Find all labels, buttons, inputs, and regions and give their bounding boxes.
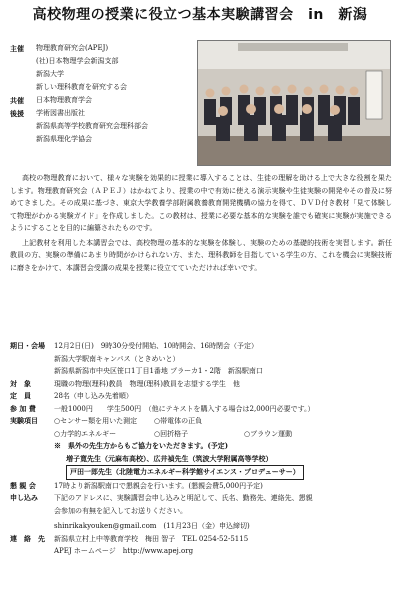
target-value: 現職の物理(理科)教員 物理(理科)教員を志望する学生 他 (54, 379, 240, 388)
experiment-item: ○力学的エネルギー (54, 429, 117, 438)
capacity-label: 定 員 (10, 391, 31, 400)
organizer-row (10, 42, 195, 94)
date-line: 12月2日(日) 9時30分受付開始、10時開会、16時閉会（予定） (54, 342, 258, 350)
items-grid (54, 415, 392, 440)
items-label: 実験項目 (10, 416, 38, 425)
experiment-item (244, 415, 344, 428)
apply-line: 会参加の有無を記入してお送りください。 (54, 506, 187, 515)
capacity-row (10, 390, 392, 403)
intro-text (10, 172, 392, 276)
cohost-line: 日本物理教育学会 (36, 96, 92, 104)
venue-address: 新潟県新潟市中央区笹口1丁目1番地 プラーカ1・2階 新潟駅南口 (54, 367, 263, 375)
group-photo (197, 40, 391, 166)
experiment-item: ○ブラウン運動 (244, 429, 293, 438)
guest-line-boxed: 戸田一郎先生（北陸電力エネルギー科学館サイエンス・プロデューサー） (66, 465, 304, 480)
items-row (10, 415, 392, 480)
organizer-line: 新潟大学 (36, 70, 64, 78)
date-label: 期日・会場 (10, 341, 45, 350)
sponsor-line: 学術図書出版社 (36, 109, 85, 117)
experiment-item: ○センサー類を用いた測定 (54, 417, 138, 425)
social-value: 17時より新潟駅南口で懇親会を行います。(懇親会費5,000円予定) (54, 481, 263, 490)
guest-line: 増子寛先生（元麻布高校）、広井禎先生（筑波大学附属高等学校） (66, 453, 273, 463)
organizer-line: 物理教育研究会(APEJ) (36, 44, 109, 52)
intro-paragraph: 上記教材を利用した本講習会では、高校物理の基本的な実験を体験し、実験のための基礎的技術を実習します。新任教員の方、実験の準備にあまり時間がかけられない方、また、理科教師を目指している学生の方、これを機会に実験技術に磨きをかけて、本講習会受講の成果を授業に役立てていただければ幸いです。 (10, 238, 392, 272)
intro-paragraph: 高校の物理教育において、様々な実験を効果的に授業に導入することは、生徒の理解を助ける上で大きな役割を果たします。物理教育研究会（ＡＰＥＪ）はかねてより、授業の中で有効に使える演示実験や生徒実験の開発やその普及に努めてきました。その成果に基づき、東京大学教養学部附属教養教育開発機構の協力を得て、ＤＶＤ付き教材「見て体験して物理がわかる実験ガイド」を作成しました。この教材は、授業に必要な基本的な実験を誰でも確実に実験が実施できるようにすることを目的に編纂されたものです。 (10, 174, 392, 232)
contact-row (10, 533, 392, 558)
contact-label: 連 絡 先 (10, 533, 45, 543)
guest-note: ※ 県外の先生方からもご協力をいただきます。(予定) (54, 441, 229, 450)
organizers-block (10, 42, 195, 146)
capacity-value: 28名（申し込み先着順） (54, 392, 133, 400)
venue-line: 新潟大学駅南キャンパス（ときめいと） (54, 354, 180, 363)
contact-value: 新潟県立村上中等教育学校 梅田 智子 TEL 0254-52-5115 (54, 534, 249, 543)
sponsor-line: 新潟県理化学協会 (36, 135, 92, 143)
social-row (10, 480, 392, 493)
page-title: 高校物理の授業に役立つ基本実験講習会 in 新潟 (32, 7, 368, 23)
sponsor-label: 後援 (10, 109, 24, 118)
apply-line: 下記のアドレスに、実験講習会申し込みと明記して、氏名、勤務先、連絡先、懇親 (54, 494, 313, 502)
apply-email[interactable]: shinrikakyouken@gmail.com (11月23日（金）申込締切) (54, 522, 250, 530)
homepage-link[interactable]: APEJ ホームページ http://www.apej.org (54, 547, 194, 555)
experiment-item: ○回折格子 (154, 429, 189, 438)
social-label: 懇 親 会 (10, 480, 36, 490)
event-details (10, 340, 392, 558)
fee-label: 参 加 費 (10, 403, 36, 413)
sponsor-row (10, 107, 195, 146)
organizer-line: 新しい理科教育を研究する会 (36, 83, 127, 91)
apply-row (10, 492, 392, 533)
sponsor-line: 新潟県高等学校教育研究会理科部会 (36, 122, 148, 130)
cohost-row (10, 94, 195, 107)
experiment-item: ○帯電体の正負 (154, 417, 203, 425)
organizer-line: (社)日本物理学会新潟支部 (36, 57, 119, 65)
apply-label: 申し込み (10, 493, 38, 502)
fee-row (10, 403, 392, 416)
cohost-label: 共催 (10, 96, 24, 105)
date-row (10, 340, 392, 378)
target-label: 対 象 (10, 378, 31, 388)
fee-value: 一般1000円 学生500円 （他にテキストを購入する場合は2,000円必要です。） (54, 404, 315, 413)
organizer-label: 主催 (10, 44, 24, 53)
target-row (10, 378, 392, 391)
